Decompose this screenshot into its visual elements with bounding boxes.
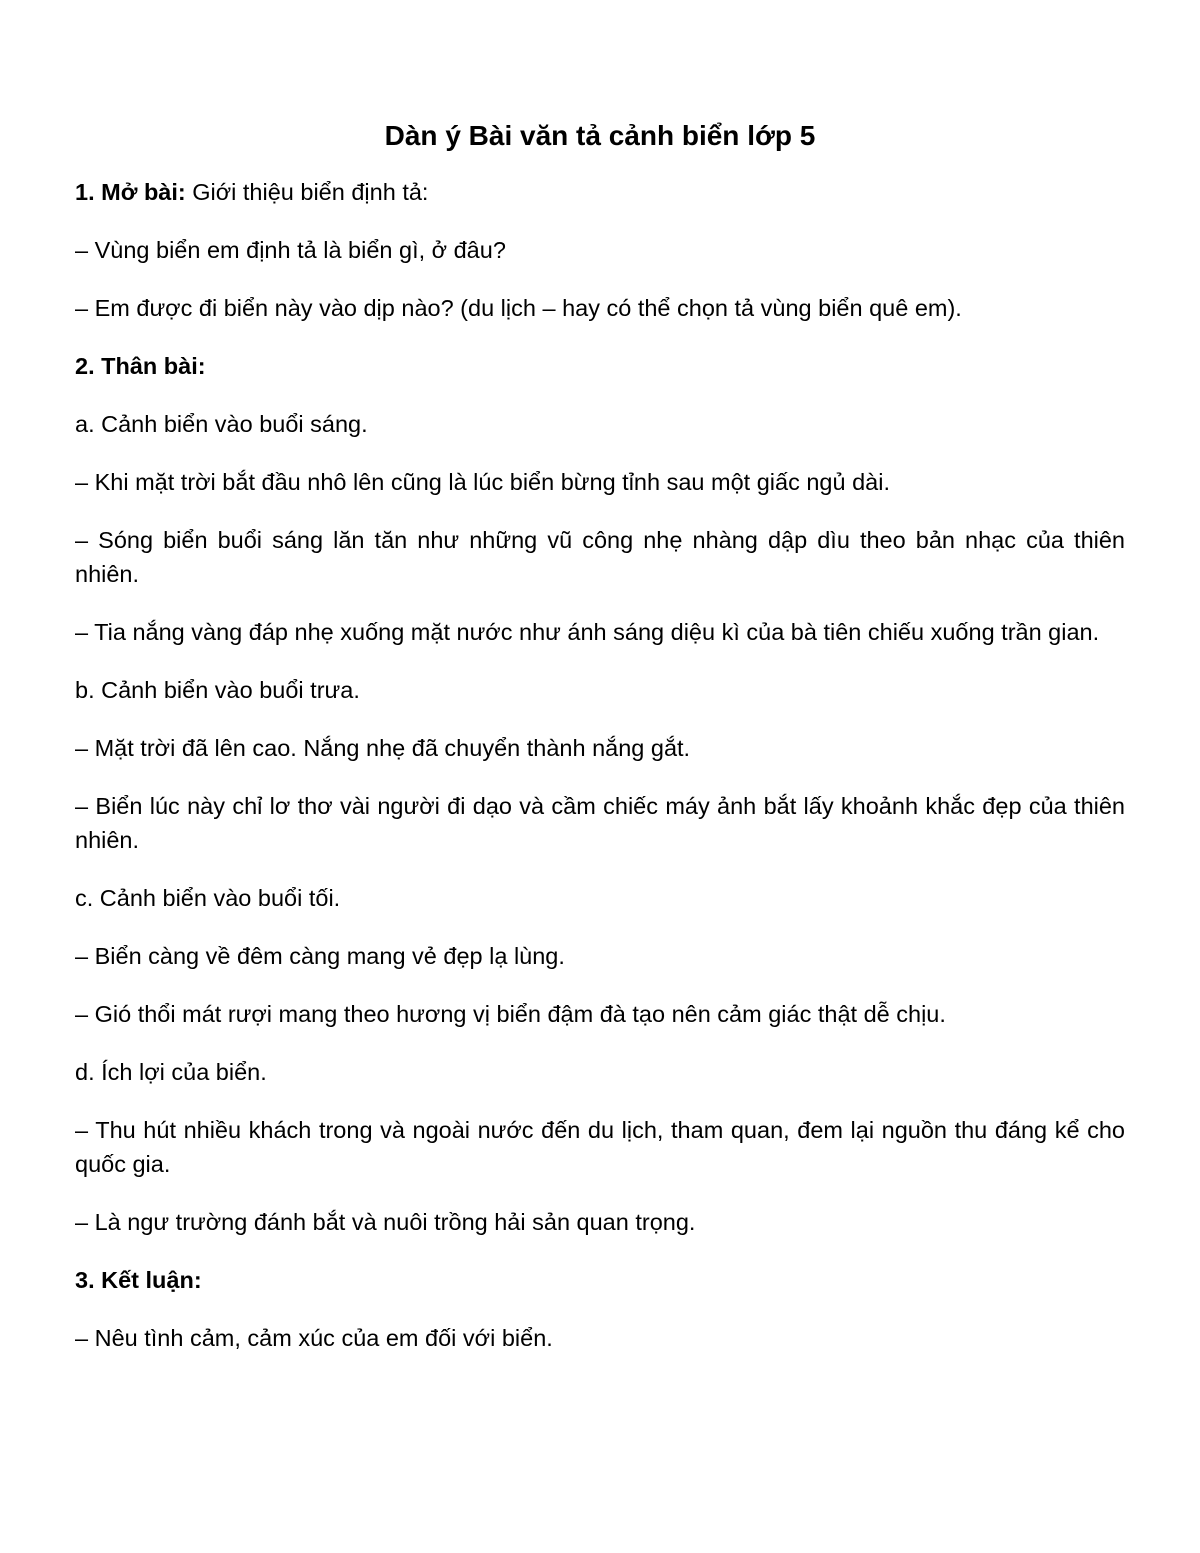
section-c-title: c. Cảnh biển vào buổi tối. <box>75 885 341 911</box>
section-c-point-2: – Gió thổi mát rượi mang theo hương vị biển đậm đà tạo nên cảm giác thật dễ chịu. <box>75 1001 946 1027</box>
section-a-point-2: – Sóng biển buổi sáng lăn tăn như những vũ công nhẹ nhàng dập dìu theo bản nhạc của thiên nhiên. <box>75 527 1125 587</box>
intro-paragraph <box>75 175 1125 209</box>
section-d-point-1: – Thu hút nhiều khách trong và ngoài nước đến du lịch, tham quan, đem lại nguồn thu đáng kể cho quốc gia. <box>75 1117 1125 1177</box>
conclusion-heading: 3. Kết luận: <box>75 1267 202 1293</box>
body-paragraph <box>75 349 1125 383</box>
document-page <box>75 118 1125 1379</box>
section-a-point-3: – Tia nắng vàng đáp nhẹ xuống mặt nước như ánh sáng diệu kì của bà tiên chiếu xuống trần gian. <box>75 619 1100 645</box>
conclusion-point-1: – Nêu tình cảm, cảm xúc của em đối với biển. <box>75 1325 553 1351</box>
intro-heading: 1. Mở bài: <box>75 179 186 205</box>
intro-point-1: – Vùng biển em định tả là biển gì, ở đâu? <box>75 237 506 263</box>
section-b-title: b. Cảnh biển vào buổi trưa. <box>75 677 360 703</box>
section-b-point-2: – Biển lúc này chỉ lơ thơ vài người đi dạo và cầm chiếc máy ảnh bắt lấy khoảnh khắc đẹp của thiên nhiên. <box>75 793 1125 853</box>
document-title: Dàn ý Bài văn tả cảnh biển lớp 5 <box>384 120 816 151</box>
section-d-title: d. Ích lợi của biển. <box>75 1059 267 1085</box>
section-b-point-1: – Mặt trời đã lên cao. Nắng nhẹ đã chuyển thành nắng gắt. <box>75 735 691 761</box>
section-a-title: a. Cảnh biển vào buổi sáng. <box>75 411 368 437</box>
intro-point-2: – Em được đi biển này vào dịp nào? (du lịch – hay có thể chọn tả vùng biển quê em). <box>75 295 962 321</box>
intro-text: Giới thiệu biển định tả: <box>185 179 429 205</box>
conclusion-paragraph <box>75 1263 1125 1297</box>
body-heading: 2. Thân bài: <box>75 353 206 379</box>
section-c-point-1: – Biển càng về đêm càng mang vẻ đẹp lạ lùng. <box>75 943 565 969</box>
section-d-point-2: – Là ngư trường đánh bắt và nuôi trồng hải sản quan trọng. <box>75 1209 696 1235</box>
section-a-point-1: – Khi mặt trời bắt đầu nhô lên cũng là lúc biển bừng tỉnh sau một giấc ngủ dài. <box>75 469 890 495</box>
